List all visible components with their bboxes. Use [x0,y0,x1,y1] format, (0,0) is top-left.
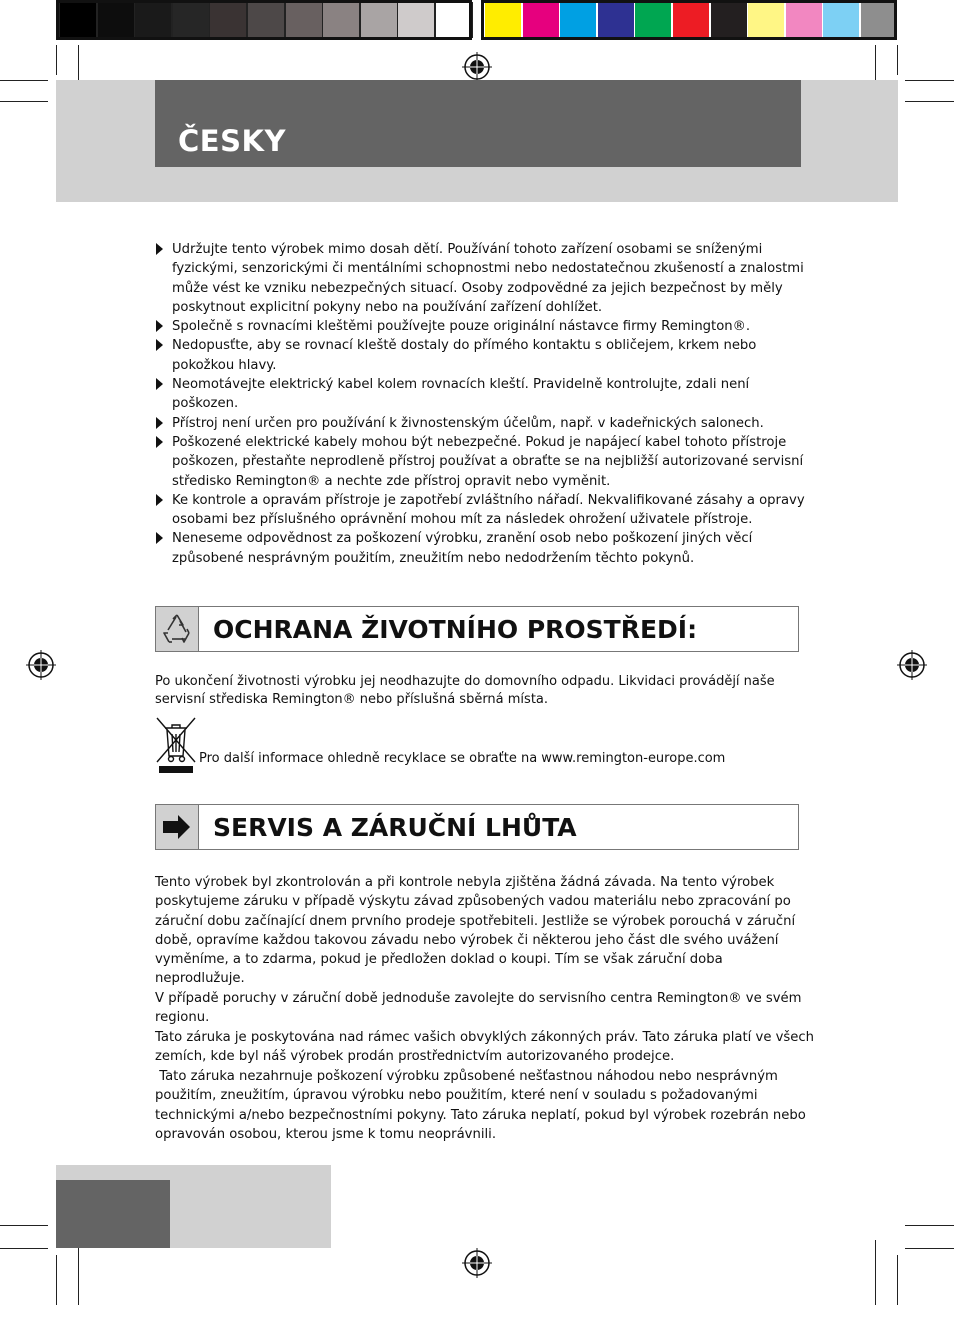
list-item: Udržujte tento výrobek mimo dosah dětí. Používání tohoto zařízení osobami se sníženými fyzickými, senzorickými či mentálními schopnostmi nebo nedostatečnou zkušeností a znalostmi může vést ke vzniku nebezpečných situací. Osoby zodpovědné za jejich bezpečnost by měly poskytnout explicitní pokyny nebo na používání zařízení dohlížet. [155,240,815,317]
crop-mark [0,1248,48,1249]
section-title: SERVIS A ZÁRUČNÍ LHŮTA [213,813,577,842]
crop-mark [905,80,954,81]
list-item: Poškozené elektrické kabely mohou být nebezpečné. Pokud je napájecí kabel tohoto přístroje poškozen, přestaňte neprodleně přístroj používat a obraťte se na nejbližší autorizované servisní středisko Remington® a nechte zde přístroj opravit nebo vyměnit. [155,433,815,491]
warranty-paragraph: Tato záruka nezahrnuje poškození výrobku způsobené nešťastnou náhodou nebo nesprávným použitím, zneužitím, úpravou výrobku nebo použitím, které není v souladu s požadovanými technickými a/nebo bezpečnostními pokyny. Tato záruka neplatí, pokud byl výrobek rozebrán nebo opravován osobou, kterou jsme k tomu neoprávnili. [155,1069,811,1142]
list-item: Přístroj není určen pro používání k živnostenským účelům, např. v kadeřnických salonech. [155,414,815,433]
crop-mark [78,1240,79,1305]
color-bar-frame [481,0,897,40]
crop-mark [897,1255,898,1305]
crop-mark [0,1225,48,1226]
registration-mark-icon [462,52,492,82]
section-title: OCHRANA ŽIVOTNÍHO PROSTŘEDÍ: [213,615,698,644]
crop-mark [56,45,57,75]
list-item: Ke kontrole a opravám přístroje je zapotřebí zvláštního nářadí. Nekvalifikované zásahy a opravy osobami bez příslušného oprávnění mohou mít za následek ohrožení uživatele přístroje. [155,491,815,530]
safety-instructions-list [155,240,815,568]
crop-mark [905,1225,954,1226]
crop-mark [905,1248,954,1249]
page-title: ČESKY [178,124,286,158]
crop-mark [875,1240,876,1305]
registration-mark-icon [26,650,56,680]
crossed-out-bin-icon [155,716,197,774]
section-icon-box [156,607,199,651]
crop-mark [0,80,48,81]
recycle-icon [156,607,198,651]
service-section-header [155,804,799,850]
list-item: Neomotávejte elektrický kabel kolem rovnacích kleští. Pravidelně kontrolujte, zdali není poškozen. [155,375,815,414]
section-icon-box [156,805,199,849]
page-number-tab [56,1180,170,1248]
warranty-paragraph: Tento výrobek byl zkontrolován a při kontrole nebyla zjištěna žádná závada. Na tento výrobek poskytujeme záruku v případě výskytu závad způsobených vadou materiálu nebo zpracování po záruční dobu začínající dnem prvního prodeje spotřebiteli. Jestliže se výrobek porouchá v záruční době, opravíme každou takovou závadu nebo výrobek či některou jeho část dle svého uvážení vyměníme, a to zdarma, pokud je předložen doklad o koupi. Tím se však záruční doba neprodlužuje. [155,875,796,987]
warranty-paragraph: V případě poruchy v záruční době jednoduše zavolejte do servisního centra Remington® ve svém regionu. [155,991,802,1026]
list-item: Společně s rovnacími kleštěmi používejte pouze originální nástavce firmy Remington®. [155,317,815,336]
environment-section-header [155,606,799,652]
crop-mark [897,45,898,75]
recycle-info-text: Pro další informace ohledně recyklace se obraťte na www.remington-europe.com [199,751,726,766]
environment-paragraph: Po ukončení životnosti výrobku jej neodhazujte do domovního odpadu. Likvidaci provádějí naše servisní střediska Remington® nebo příslušná sběrná místa. [155,674,775,707]
list-item: Nedopusťte, aby se rovnací kleště dostaly do přímého kontaktu s obličejem, krkem nebo pokožkou hlavy. [155,336,815,375]
list-item: Neneseme odpovědnost za poškození výrobku, zranění osob nebo poškození jiných věcí způsobené nesprávným použitím, zneužitím nebo nedodržením těchto pokynů. [155,529,815,568]
crop-mark [56,1255,57,1305]
crop-mark [0,101,48,102]
crop-mark [905,101,954,102]
warranty-paragraph: Tato záruka je poskytována nad rámec vašich obvyklých zákonných práv. Tato záruka platí ve všech zemích, kde byl náš výrobek prodán prostřednictvím autorizovaného prodejce. [155,1030,815,1065]
color-bar-frame [56,0,472,40]
arrow-right-icon [156,805,198,849]
registration-mark-icon [897,650,927,680]
registration-mark-icon [462,1248,492,1278]
